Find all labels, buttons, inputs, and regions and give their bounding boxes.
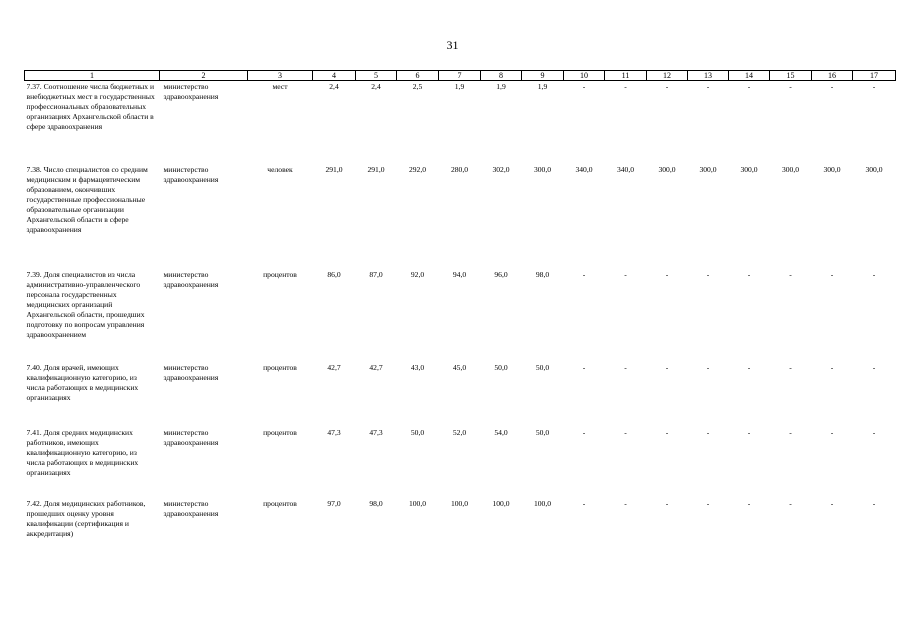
responsible-body: министерство здравоохранения	[163, 165, 219, 184]
value-cell: -	[789, 270, 792, 279]
indicator-name: 7.41. Доля средних медицинских работников, имеющих квалификационную категорию, из числа работающих в медицинских организациях	[26, 428, 139, 477]
indicator-name: 7.40. Доля врачей, имеющих квалификационную категорию, из числа работающих в медицинских организациях	[26, 363, 139, 402]
responsible-body: министерство здравоохранения	[163, 270, 219, 289]
responsible-body: министерство здравоохранения	[163, 363, 219, 382]
value-cell: 1,9	[454, 82, 465, 91]
value-cell: 300,0	[699, 165, 717, 174]
value-cell: 340,0	[575, 165, 593, 174]
value-cell: 1,9	[537, 82, 548, 91]
header-cell: 6	[397, 71, 439, 81]
value-cell: 42,7	[327, 363, 341, 372]
value-cell: -	[789, 499, 792, 508]
value-cell: 87,0	[369, 270, 383, 279]
value-cell: 52,0	[452, 428, 467, 437]
value-cell: -	[624, 363, 627, 372]
value-cell: -	[747, 270, 751, 279]
unit-cell: процентов	[263, 499, 297, 508]
table-row	[25, 269, 896, 362]
value-cell: 2,4	[371, 82, 381, 91]
value-cell: 100,0	[450, 499, 469, 508]
value-cell: 98,0	[369, 499, 383, 508]
value-cell: -	[830, 499, 834, 508]
value-cell: 100,0	[533, 499, 552, 508]
value-cell: 50,0	[494, 363, 508, 372]
value-cell: 2,4	[329, 82, 339, 91]
value-cell: 2,5	[412, 82, 423, 91]
header-cell: 9	[522, 71, 564, 81]
header-cell: 14	[729, 71, 770, 81]
value-cell: 98,0	[535, 270, 550, 279]
header-cell: 10	[564, 71, 605, 81]
value-cell: -	[582, 428, 586, 437]
value-cell: 100,0	[492, 499, 510, 508]
value-cell: -	[706, 428, 710, 437]
value-cell: 50,0	[535, 428, 550, 437]
value-cell: 96,0	[494, 270, 508, 279]
value-cell: -	[789, 82, 792, 91]
unit-cell: мест	[272, 82, 288, 91]
value-cell: -	[624, 82, 627, 91]
value-cell: -	[747, 82, 751, 91]
header-cell: 8	[481, 71, 522, 81]
value-cell: 42,7	[369, 363, 383, 372]
value-cell: -	[830, 270, 834, 279]
unit-cell: процентов	[263, 428, 297, 437]
value-cell: 300,0	[781, 165, 800, 174]
value-cell: -	[830, 428, 834, 437]
value-cell: 302,0	[492, 165, 510, 174]
table-row	[25, 81, 896, 165]
table-row	[25, 498, 896, 559]
header-cell: 12	[647, 71, 688, 81]
header-cell: 15	[770, 71, 812, 81]
value-cell: -	[624, 499, 627, 508]
value-cell: -	[665, 82, 669, 91]
value-cell: 291,0	[367, 165, 385, 174]
value-cell: 340,0	[616, 165, 635, 174]
value-cell: 43,0	[410, 363, 425, 372]
value-cell: 92,0	[410, 270, 425, 279]
unit-cell: процентов	[263, 270, 297, 279]
value-cell: -	[582, 499, 586, 508]
indicator-table	[24, 70, 896, 559]
value-cell: -	[872, 82, 876, 91]
value-cell: -	[665, 499, 669, 508]
value-cell: -	[872, 428, 876, 437]
table-row	[25, 427, 896, 498]
value-cell: 54,0	[494, 428, 508, 437]
value-cell: -	[706, 270, 710, 279]
value-cell: -	[872, 363, 876, 372]
value-cell: 280,0	[450, 165, 469, 174]
value-cell: -	[624, 270, 627, 279]
indicator-name: 7.37. Соотношение числа бюджетных и внебюджетных мест в государственных профессиональных образовательных организациях Архангельской области в сфере здравоохранения	[26, 82, 155, 131]
value-cell: 50,0	[535, 363, 550, 372]
indicator-name: 7.38. Число специалистов со средним медицинским и фармацевтическим образованием, окончивших государственные профессиональные образовательные организации Архангельской области в сфере здравоохранения	[26, 165, 148, 234]
value-cell: -	[706, 82, 710, 91]
header-cell: 2	[160, 71, 248, 81]
value-cell: 94,0	[452, 270, 467, 279]
header-cell: 11	[605, 71, 647, 81]
value-cell: -	[830, 363, 834, 372]
value-cell: 97,0	[327, 499, 341, 508]
header-cell: 3	[248, 71, 313, 81]
value-cell: -	[789, 363, 792, 372]
value-cell: 300,0	[658, 165, 676, 174]
value-cell: 50,0	[410, 428, 425, 437]
unit-cell: процентов	[263, 363, 297, 372]
value-cell: -	[747, 499, 751, 508]
table-row	[25, 164, 896, 269]
value-cell: -	[582, 82, 586, 91]
table-row	[25, 362, 896, 427]
value-cell: -	[624, 428, 627, 437]
header-cell: 5	[356, 71, 397, 81]
value-cell: -	[872, 270, 876, 279]
value-cell: 86,0	[327, 270, 341, 279]
header-cell: 17	[853, 71, 896, 81]
header-cell: 16	[812, 71, 853, 81]
value-cell: 292,0	[408, 165, 427, 174]
value-cell: 45,0	[452, 363, 467, 372]
responsible-body: министерство здравоохранения	[163, 82, 219, 101]
value-cell: -	[582, 363, 586, 372]
value-cell: -	[747, 363, 751, 372]
value-cell: -	[706, 499, 710, 508]
responsible-body: министерство здравоохранения	[163, 428, 219, 447]
value-cell: 47,3	[327, 428, 341, 437]
value-cell: -	[665, 363, 669, 372]
value-cell: -	[747, 428, 751, 437]
value-cell: -	[830, 82, 834, 91]
value-cell: 300,0	[533, 165, 552, 174]
header-cell: 7	[439, 71, 481, 81]
header-row	[25, 71, 896, 81]
unit-cell: человек	[267, 165, 293, 174]
value-cell: 291,0	[325, 165, 343, 174]
indicator-name: 7.39. Доля специалистов из числа административно-управленческого персонала государственных медицинских организаций Архангельской области, прошедших подготовку по вопросам управления здравоохранением	[26, 270, 145, 339]
responsible-body: министерство здравоохранения	[163, 499, 219, 518]
value-cell: -	[789, 428, 792, 437]
value-cell: -	[665, 270, 669, 279]
page-number: 31	[446, 38, 459, 52]
value-cell: -	[706, 363, 710, 372]
value-cell: 300,0	[740, 165, 758, 174]
value-cell: -	[665, 428, 669, 437]
value-cell: -	[582, 270, 586, 279]
value-cell: 47,3	[369, 428, 383, 437]
header-cell: 4	[313, 71, 356, 81]
value-cell: 300,0	[865, 165, 883, 174]
value-cell: -	[872, 499, 876, 508]
header-cell: 1	[25, 71, 160, 81]
indicator-name: 7.42. Доля медицинских работников, прошедших оценку уровня квалификации (сертификация и аккредитация)	[26, 499, 146, 538]
value-cell: 300,0	[823, 165, 841, 174]
value-cell: 1,9	[496, 82, 506, 91]
value-cell: 100,0	[408, 499, 427, 508]
header-cell: 13	[688, 71, 729, 81]
